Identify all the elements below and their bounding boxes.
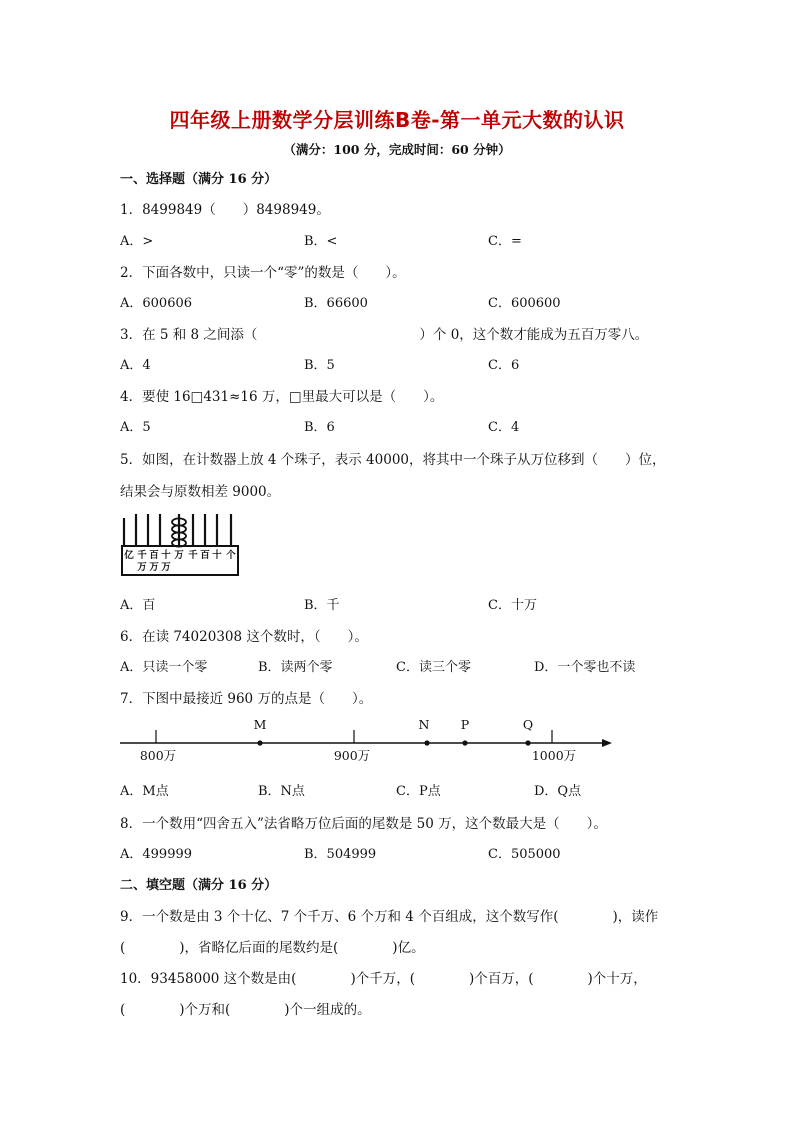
question-7: 7．下图中最接近 960 万的点是（ ）。 [120, 691, 373, 707]
point-label-m: M [253, 717, 267, 732]
q5-option-b[interactable]: B．千 [304, 598, 340, 613]
q6-option-d[interactable]: D．一个零也不读 [534, 660, 636, 675]
point-q [525, 740, 530, 745]
question-5-line-1: 5．如图，在计数器上放 4 个珠子，表示 40000，将其中一个珠子从万位移到（ ）位， [120, 452, 666, 468]
question-8: 8．一个数用“四舍五入”法省略万位后面的尾数是 50 万，这个数最大是（ ）。 [120, 816, 607, 832]
point-m [257, 740, 262, 745]
q5-option-a[interactable]: A．百 [120, 598, 156, 613]
question-3: 3．在 5 和 8 之间添（ ）个 0，这个数才能成为五百万零八。 [120, 327, 649, 343]
question-9-line-1: 9．一个数是由 3 个十亿、7 个千万、6 个万和 4 个百组成，这个数写作( )，读作 [120, 909, 659, 925]
axis-label-1000: 1000万 [531, 748, 577, 763]
abacus-label: 千 [188, 550, 198, 561]
q6-option-a[interactable]: A．只读一个零 [120, 660, 208, 675]
q5-option-c[interactable]: C．十万 [488, 598, 537, 613]
q7-option-a[interactable]: A．M点 [120, 784, 169, 799]
q8-option-b[interactable]: B．504999 [304, 847, 377, 862]
number-line-arrow [602, 739, 612, 747]
question-1: 1．8499849（ ）8498949。 [120, 202, 330, 218]
question-4: 4．要使 16□431≈16 万，□里最大可以是（ ）。 [120, 389, 444, 405]
point-p [462, 740, 467, 745]
q7-option-d[interactable]: D．Q点 [534, 784, 582, 799]
q1-option-b[interactable]: B．< [304, 234, 338, 249]
abacus-label: 万 [137, 562, 147, 573]
q4-option-b[interactable]: B．6 [304, 420, 335, 435]
abacus-label: 百 [200, 550, 210, 561]
question-10-line-2: ( )个万和( )个一组成的。 [120, 1002, 371, 1018]
q3-option-c[interactable]: C．6 [488, 358, 520, 373]
question-2: 2．下面各数中，只读一个“零”的数是（ ）。 [120, 265, 406, 281]
abacus-label: 十 [161, 550, 171, 561]
abacus-label: 个 [226, 550, 236, 561]
q8-option-a[interactable]: A．499999 [120, 847, 193, 862]
abacus-label: 万 [149, 562, 159, 573]
point-label-p: P [460, 717, 470, 732]
section-heading-choice: 一、选择题（满分 16 分） [120, 172, 278, 187]
abacus-figure [121, 512, 239, 576]
q8-option-c[interactable]: C．505000 [488, 847, 561, 862]
question-10-line-1: 10．93458000 这个数是由( )个千万，( )个百万，( )个十万， [120, 971, 647, 987]
point-label-n: N [418, 717, 430, 732]
axis-label-900: 900万 [333, 748, 371, 763]
point-n [424, 740, 429, 745]
q3-option-a[interactable]: A．4 [120, 358, 151, 373]
q3-option-b[interactable]: B．5 [304, 358, 335, 373]
abacus-label: 千 [137, 550, 147, 561]
section-heading-fill: 二、填空题（满分 16 分） [120, 878, 278, 893]
q1-option-c[interactable]: C．= [488, 234, 522, 249]
abacus-label: 万 [174, 550, 184, 561]
q6-option-c[interactable]: C．读三个零 [396, 660, 471, 675]
question-5-line-2: 结果会与原数相差 9000。 [120, 484, 281, 500]
q2-option-a[interactable]: A．600606 [120, 296, 193, 311]
q6-option-b[interactable]: B．读两个零 [258, 660, 333, 675]
q1-option-a[interactable]: A．> [120, 234, 154, 249]
page-title: 四年级上册数学分层训练B卷-第一单元大数的认识 [169, 108, 625, 132]
page-subtitle: （满分：100 分，完成时间：60 分钟） [283, 142, 511, 157]
point-label-q: Q [522, 717, 534, 732]
abacus-label: 亿 [124, 550, 134, 561]
question-6: 6．在读 74020308 这个数时，（ ）。 [120, 629, 368, 645]
q2-option-c[interactable]: C．600600 [488, 296, 561, 311]
abacus-label: 万 [161, 562, 171, 573]
q7-option-b[interactable]: B．N点 [258, 784, 305, 799]
question-9-line-2: ( )，省略亿后面的尾数约是( )亿。 [120, 940, 425, 956]
axis-label-800: 800万 [139, 748, 177, 763]
abacus-label: 百 [149, 550, 159, 561]
q4-option-a[interactable]: A．5 [120, 420, 151, 435]
q2-option-b[interactable]: B．66600 [304, 296, 368, 311]
q7-option-c[interactable]: C．P点 [396, 784, 441, 799]
number-line-figure [118, 712, 618, 768]
q4-option-c[interactable]: C．4 [488, 420, 520, 435]
abacus-label: 十 [212, 550, 222, 561]
